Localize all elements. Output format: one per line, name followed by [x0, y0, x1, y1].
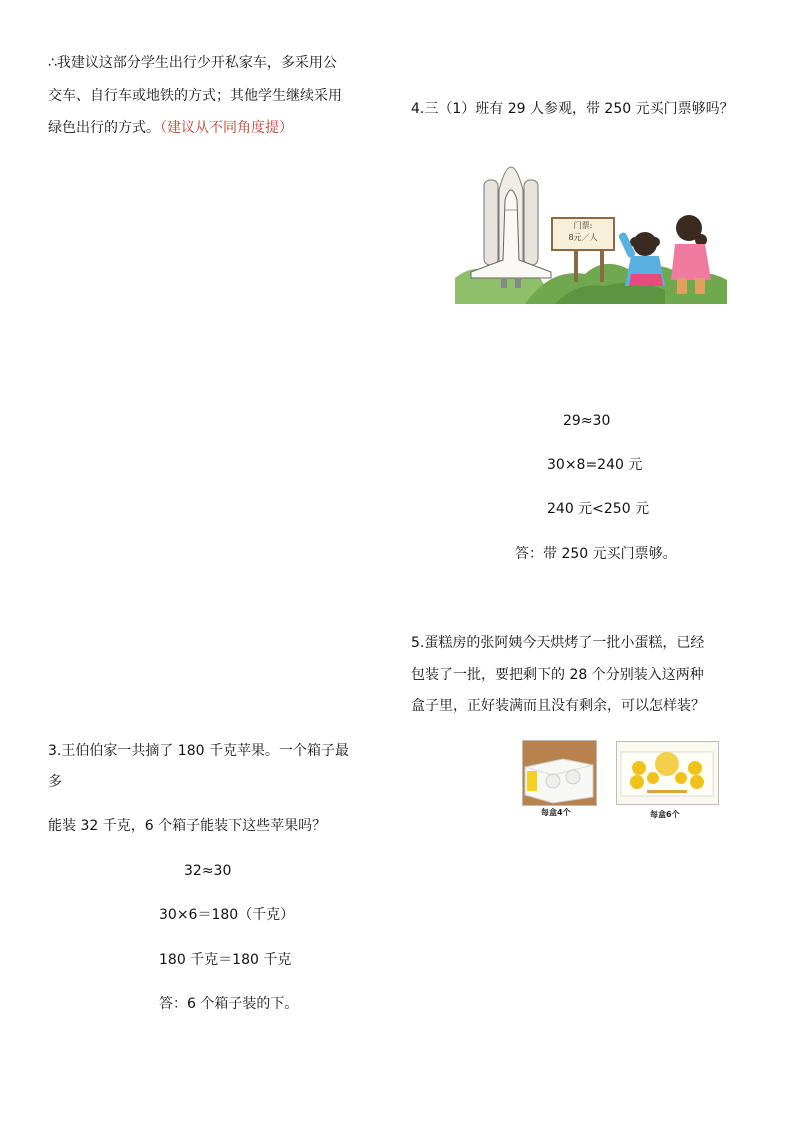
q4-step-1: 29≈30 [563, 413, 611, 429]
suggestion-text: 绿色出行的方式。 [48, 120, 160, 136]
box-4-svg [523, 741, 596, 805]
q4-step-2: 30×8=240 元 [547, 457, 643, 473]
q3-line-3: 能装 32 千克，6 个箱子能装下这些苹果吗？ [48, 818, 327, 834]
q3-answer: 答：6 个箱子装的下。 [159, 996, 299, 1012]
q3-step-2: 30×6＝180（千克） [159, 907, 295, 923]
box-6-photo [616, 741, 719, 805]
q4-answer: 答：带 250 元买门票够。 [515, 546, 677, 562]
q3-line-1: 3.王伯伯家一共摘了 180 千克苹果。一个箱子最 [48, 743, 349, 759]
box-4-photo [522, 740, 597, 806]
box-6-caption: 每盒6个 [650, 810, 680, 819]
q4-step-3: 240 元<250 元 [547, 501, 650, 517]
q5-line-2: 包装了一批，要把剩下的 28 个分别装入这两种 [411, 667, 704, 683]
q4-question: 4.三（1）班有 29 人参观，带 250 元买门票够吗？ [411, 101, 734, 117]
box-6-svg [617, 742, 718, 804]
ticket-sign [554, 220, 612, 248]
q3-step-1: 32≈30 [184, 863, 232, 879]
q5-line-1: 5.蛋糕房的张阿姨今天烘烤了一批小蛋糕，已经 [411, 635, 705, 651]
q3-line-2: 多 [48, 774, 62, 790]
q5-line-3: 盒子里，正好装满而且没有剩余，可以怎样装？ [411, 698, 705, 714]
box-4-caption: 每盒4个 [541, 808, 571, 817]
suggestion-line-1: ∴我建议这部分学生出行少开私家车，多采用公 [48, 55, 337, 71]
sign-label: 门票: [573, 221, 593, 230]
suggestion-note: （建议从不同角度提） [160, 120, 293, 136]
q3-step-3: 180 千克＝180 千克 [159, 952, 292, 968]
sign-price: 8元／人 [568, 233, 598, 242]
suggestion-line-2: 交车、自行车或地铁的方式；其他学生继续采用 [48, 88, 342, 104]
rocket-illustration [455, 150, 727, 304]
suggestion-line-3 [48, 118, 293, 138]
